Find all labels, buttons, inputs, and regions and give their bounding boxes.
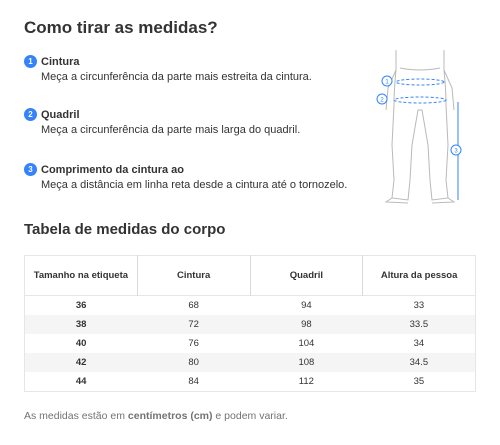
footnote-prefix: As medidas estão em (24, 410, 125, 422)
cell-height: 33.5 (363, 315, 476, 334)
table-row (25, 334, 476, 353)
cell-height: 33 (413, 300, 425, 311)
column-header: Altura da pessoa (363, 256, 476, 296)
table-row (25, 315, 476, 334)
marker-3-label: 3 (454, 148, 458, 155)
table-header-row (25, 256, 476, 296)
cell-waist: 80 (137, 353, 250, 372)
step-description: Meça a circunferência da parte mais estreita da cintura. (41, 71, 312, 83)
step-number-badge: 2 (24, 108, 37, 121)
column-header: Tamanho na etiqueta (25, 256, 138, 296)
page-title: Como tirar as medidas? (24, 18, 218, 37)
step-length (24, 163, 354, 191)
footnote-suffix: e podem variar. (215, 410, 288, 422)
cell-height: 34 (413, 338, 425, 349)
table-row (25, 353, 476, 372)
cell-size: 42 (25, 353, 138, 372)
body-measurement-illustration (370, 50, 470, 210)
step-number-badge: 1 (24, 55, 37, 68)
marker-2-label: 2 (380, 97, 384, 104)
step-description: Meça a distância em linha reta desde a cintura até o tornozelo. (41, 179, 348, 191)
size-table (24, 255, 476, 392)
cell-hip: 98 (250, 315, 363, 334)
cell-waist: 68 (188, 300, 199, 311)
column-header: Quadril (250, 256, 363, 296)
step-waist (24, 55, 354, 83)
step-title: Comprimento da cintura ao (41, 163, 185, 176)
cell-waist: 72 (137, 315, 250, 334)
cell-hip: 108 (250, 353, 363, 372)
cell-size: 36 (75, 300, 87, 311)
step-number-badge: 3 (24, 163, 37, 176)
column-header: Cintura (137, 256, 250, 296)
cell-hip: 94 (301, 300, 312, 311)
footnote (24, 410, 288, 422)
table-title: Tabela de medidas do corpo (24, 221, 226, 238)
cell-waist: 84 (188, 376, 199, 387)
cell-hip: 104 (298, 338, 315, 349)
marker-1-label: 1 (385, 79, 389, 86)
step-title: Quadril (41, 108, 80, 121)
step-title: Cintura (41, 55, 80, 68)
table-row (25, 296, 476, 316)
step-hip (24, 108, 354, 136)
cell-size: 38 (25, 315, 138, 334)
cell-hip: 112 (298, 376, 314, 387)
table-row (25, 372, 476, 392)
step-description: Meça a circunferência da parte mais larga do quadril. (41, 124, 301, 136)
cell-height: 35 (413, 376, 425, 387)
cell-size: 40 (75, 338, 87, 349)
cell-size: 44 (75, 376, 87, 387)
cell-waist: 76 (188, 338, 199, 349)
cell-height: 34.5 (363, 353, 476, 372)
footnote-unit: centímetros (cm) (127, 410, 213, 422)
